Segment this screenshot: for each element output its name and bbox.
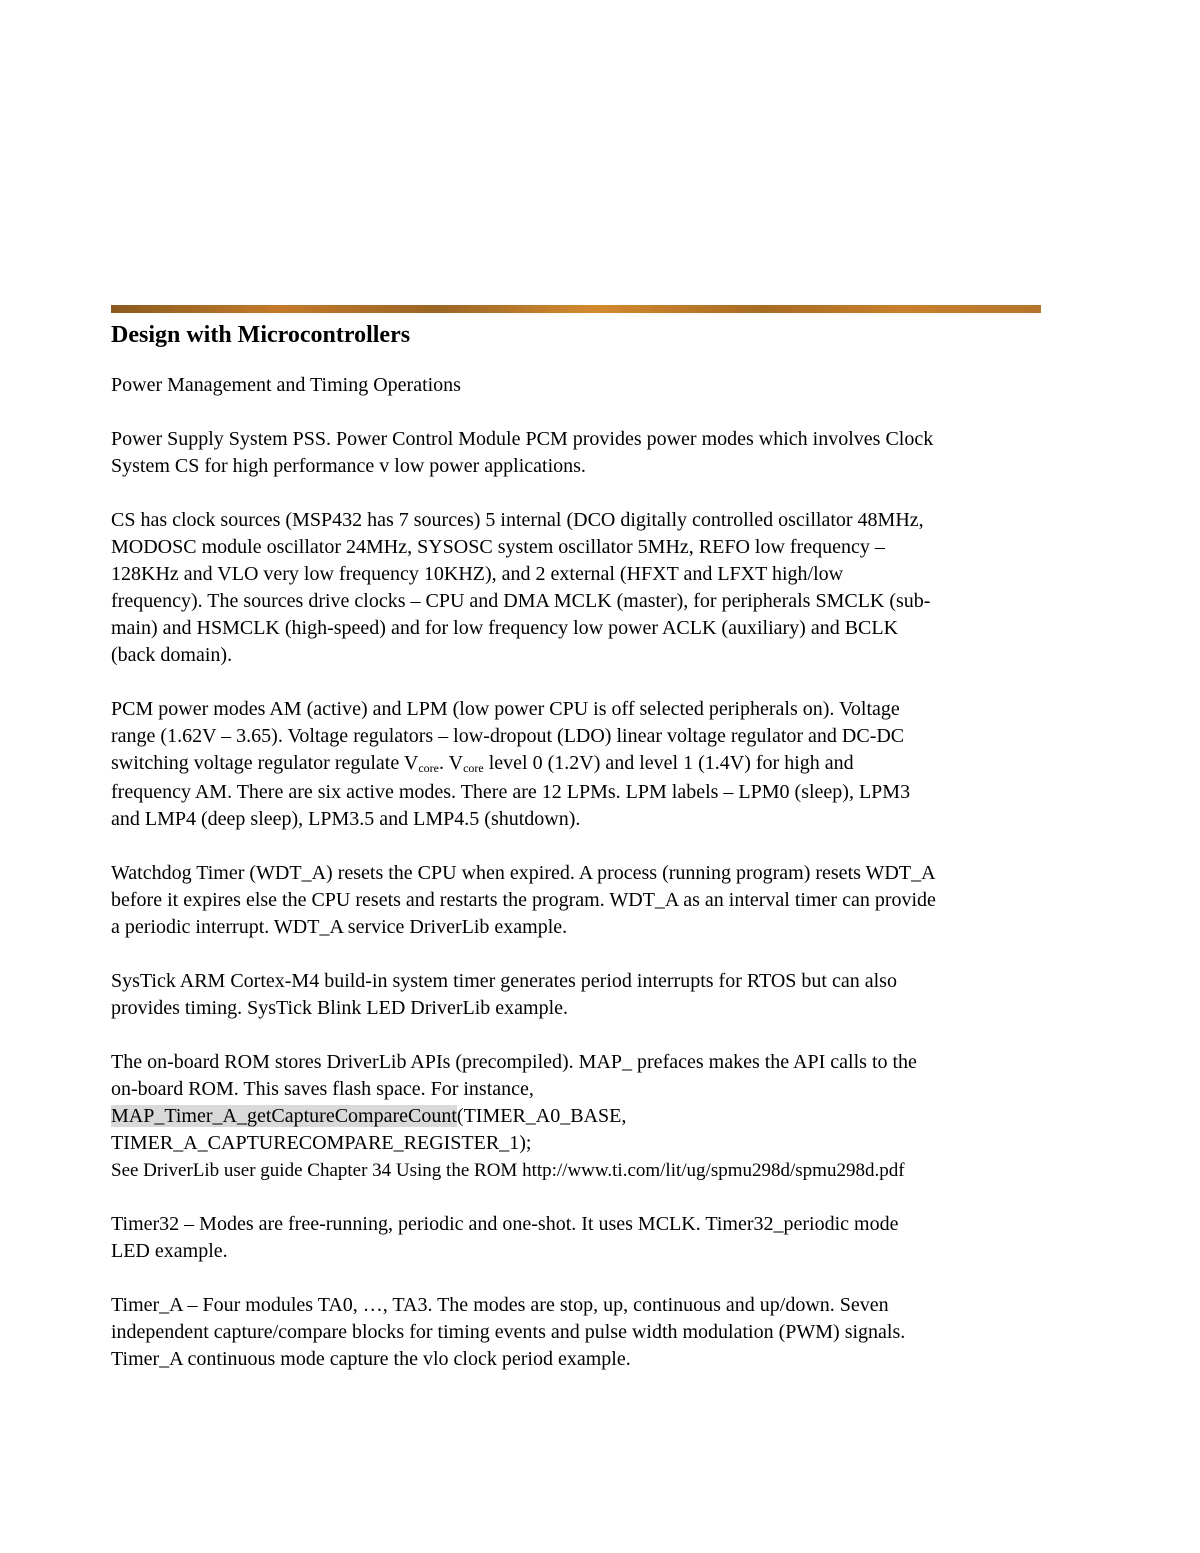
document-body: [111, 318, 1091, 1400]
header-rule: [111, 305, 1041, 313]
paragraph-timer-a: Timer_A – Four modules TA0, …, TA3. The modes are stop, up, continuous and up/down. Seven independent capture/compare blocks for timing events and pulse width modulation (PWM) signals. Timer_A continuous mode capture the vlo clock period example.: [111, 1294, 906, 1370]
paragraph-watchdog: Watchdog Timer (WDT_A) resets the CPU when expired. A process (running program) resets WDT_A before it expires else the CPU resets and restarts the program. WDT_A as an interval timer can provide a periodic interrupt. WDT_A service DriverLib example.: [111, 862, 936, 938]
paragraph-rom: The on-board ROM stores DriverLib APIs (precompiled). MAP_ prefaces makes the API calls to the on-board ROM. This saves flash space. For instance, MAP_Timer_A_getCaptureCompareCount(TIMER_A0_BASE, TIMER_A_CAPTURECOMPARE_REGISTER_1); See DriverLib user guide Chapter 34 Using the ROM http://www.ti.com/lit/ug/spmu298d/spmu298d.pdf: [111, 1049, 1091, 1184]
paragraph-pcm-power-modes: PCM power modes AM (active) and LPM (low power CPU is off selected peripherals on). Voltage range (1.62V – 3.65). Voltage regulators – low-dropout (LDO) linear voltage regulator and DC-DC switching voltage regulator regulate Vcore. Vcore level 0 (1.2V) and level 1 (1.4V) for high and frequency AM. There are six active modes. There are 12 LPMs. LPM labels – LPM0 (sleep), LPM3 and LMP4 (deep sleep), LPM3.5 and LMP4.5 (shutdown).: [111, 696, 1091, 833]
paragraph-systick: SysTick ARM Cortex-M4 build-in system timer generates period interrupts for RTOS but can also provides timing. SysTick Blink LED DriverLib example.: [111, 970, 897, 1019]
highlighted-function-name: MAP_Timer_A_getCaptureCompareCount: [111, 1105, 457, 1127]
vcore-line: switching voltage regulator regulate Vcore. Vcore level 0 (1.2V) and level 1 (1.4V) for high and: [111, 752, 854, 775]
paragraph-timer32: Timer32 – Modes are free-running, periodic and one-shot. It uses MCLK. Timer32_periodic mode LED example.: [111, 1213, 899, 1262]
driverlib-guide-link[interactable]: http://www.ti.com/lit/ug/spmu298d/spmu298d.pdf: [522, 1160, 905, 1181]
driverlib-reference-line: See DriverLib user guide Chapter 34 Using the ROM http://www.ti.com/lit/ug/spmu298d/spmu298d.pdf: [111, 1160, 905, 1181]
paragraph-pss: Power Supply System PSS. Power Control Module PCM provides power modes which involves Clock System CS for high performance v low power applications.: [111, 428, 934, 477]
code-example-line: MAP_Timer_A_getCaptureCompareCount(TIMER_A0_BASE,: [111, 1105, 627, 1127]
subtitle: Power Management and Timing Operations: [111, 374, 461, 396]
paragraph-clock-sources: CS has clock sources (MSP432 has 7 sources) 5 internal (DCO digitally controlled oscillator 48MHz, MODOSC module oscillator 24MHz, SYSOSC system oscillator 5MHz, REFO low frequency – 128KHz and VLO very low frequency 10KHZ), and 2 external (HFXT and LFXT high/low frequency). The sources drive clocks – CPU and DMA MCLK (master), for peripherals SMCLK (sub- main) and HSMCLK (high-speed) and for low frequency low power ACLK (auxiliary) and BCLK (back domain).: [111, 509, 931, 666]
document-title: Design with Microcontrollers: [111, 322, 411, 348]
